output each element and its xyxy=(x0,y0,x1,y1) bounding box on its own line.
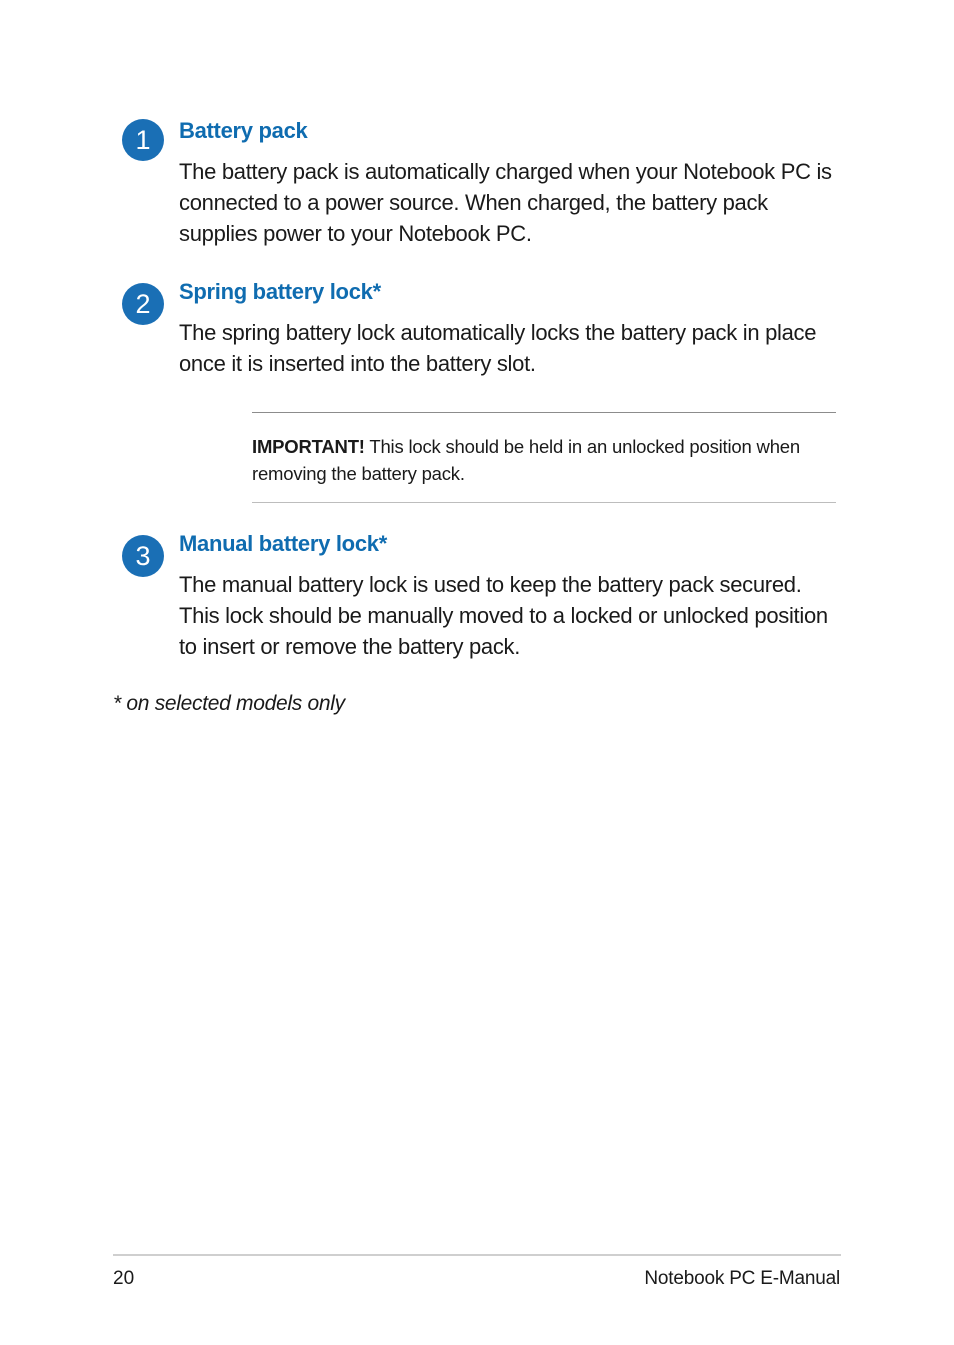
footnote: * on selected models only xyxy=(113,692,345,715)
manual-title: Notebook PC E-Manual xyxy=(644,1268,840,1289)
page-number: 20 xyxy=(113,1268,135,1289)
item-body: The battery pack is automatically charged when your Notebook PC is connected to a power source. When charged, the battery pack supplies power to your Notebook PC. xyxy=(179,159,832,246)
item-heading: Spring battery lock* xyxy=(179,279,381,304)
item-heading: Manual battery lock* xyxy=(179,531,387,556)
number-badge-1: 1 xyxy=(122,119,164,161)
footer-divider xyxy=(113,1254,841,1256)
important-note xyxy=(252,412,836,503)
important-note-text xyxy=(252,433,836,487)
item-body: The manual battery lock is used to keep the battery pack secured. This lock should be manually moved to a locked or unlocked position to insert or remove the battery pack. xyxy=(179,572,828,659)
item-body: The spring battery lock automatically locks the battery pack in place once it is inserted into the battery slot. xyxy=(179,320,817,376)
number-badge-2: 2 xyxy=(122,283,164,325)
important-label: IMPORTANT! xyxy=(252,436,365,457)
item-heading: Battery pack xyxy=(179,118,308,143)
number-badge-3: 3 xyxy=(122,535,164,577)
important-message: This lock should be held in an unlocked position when removing the battery pack. xyxy=(252,436,800,484)
